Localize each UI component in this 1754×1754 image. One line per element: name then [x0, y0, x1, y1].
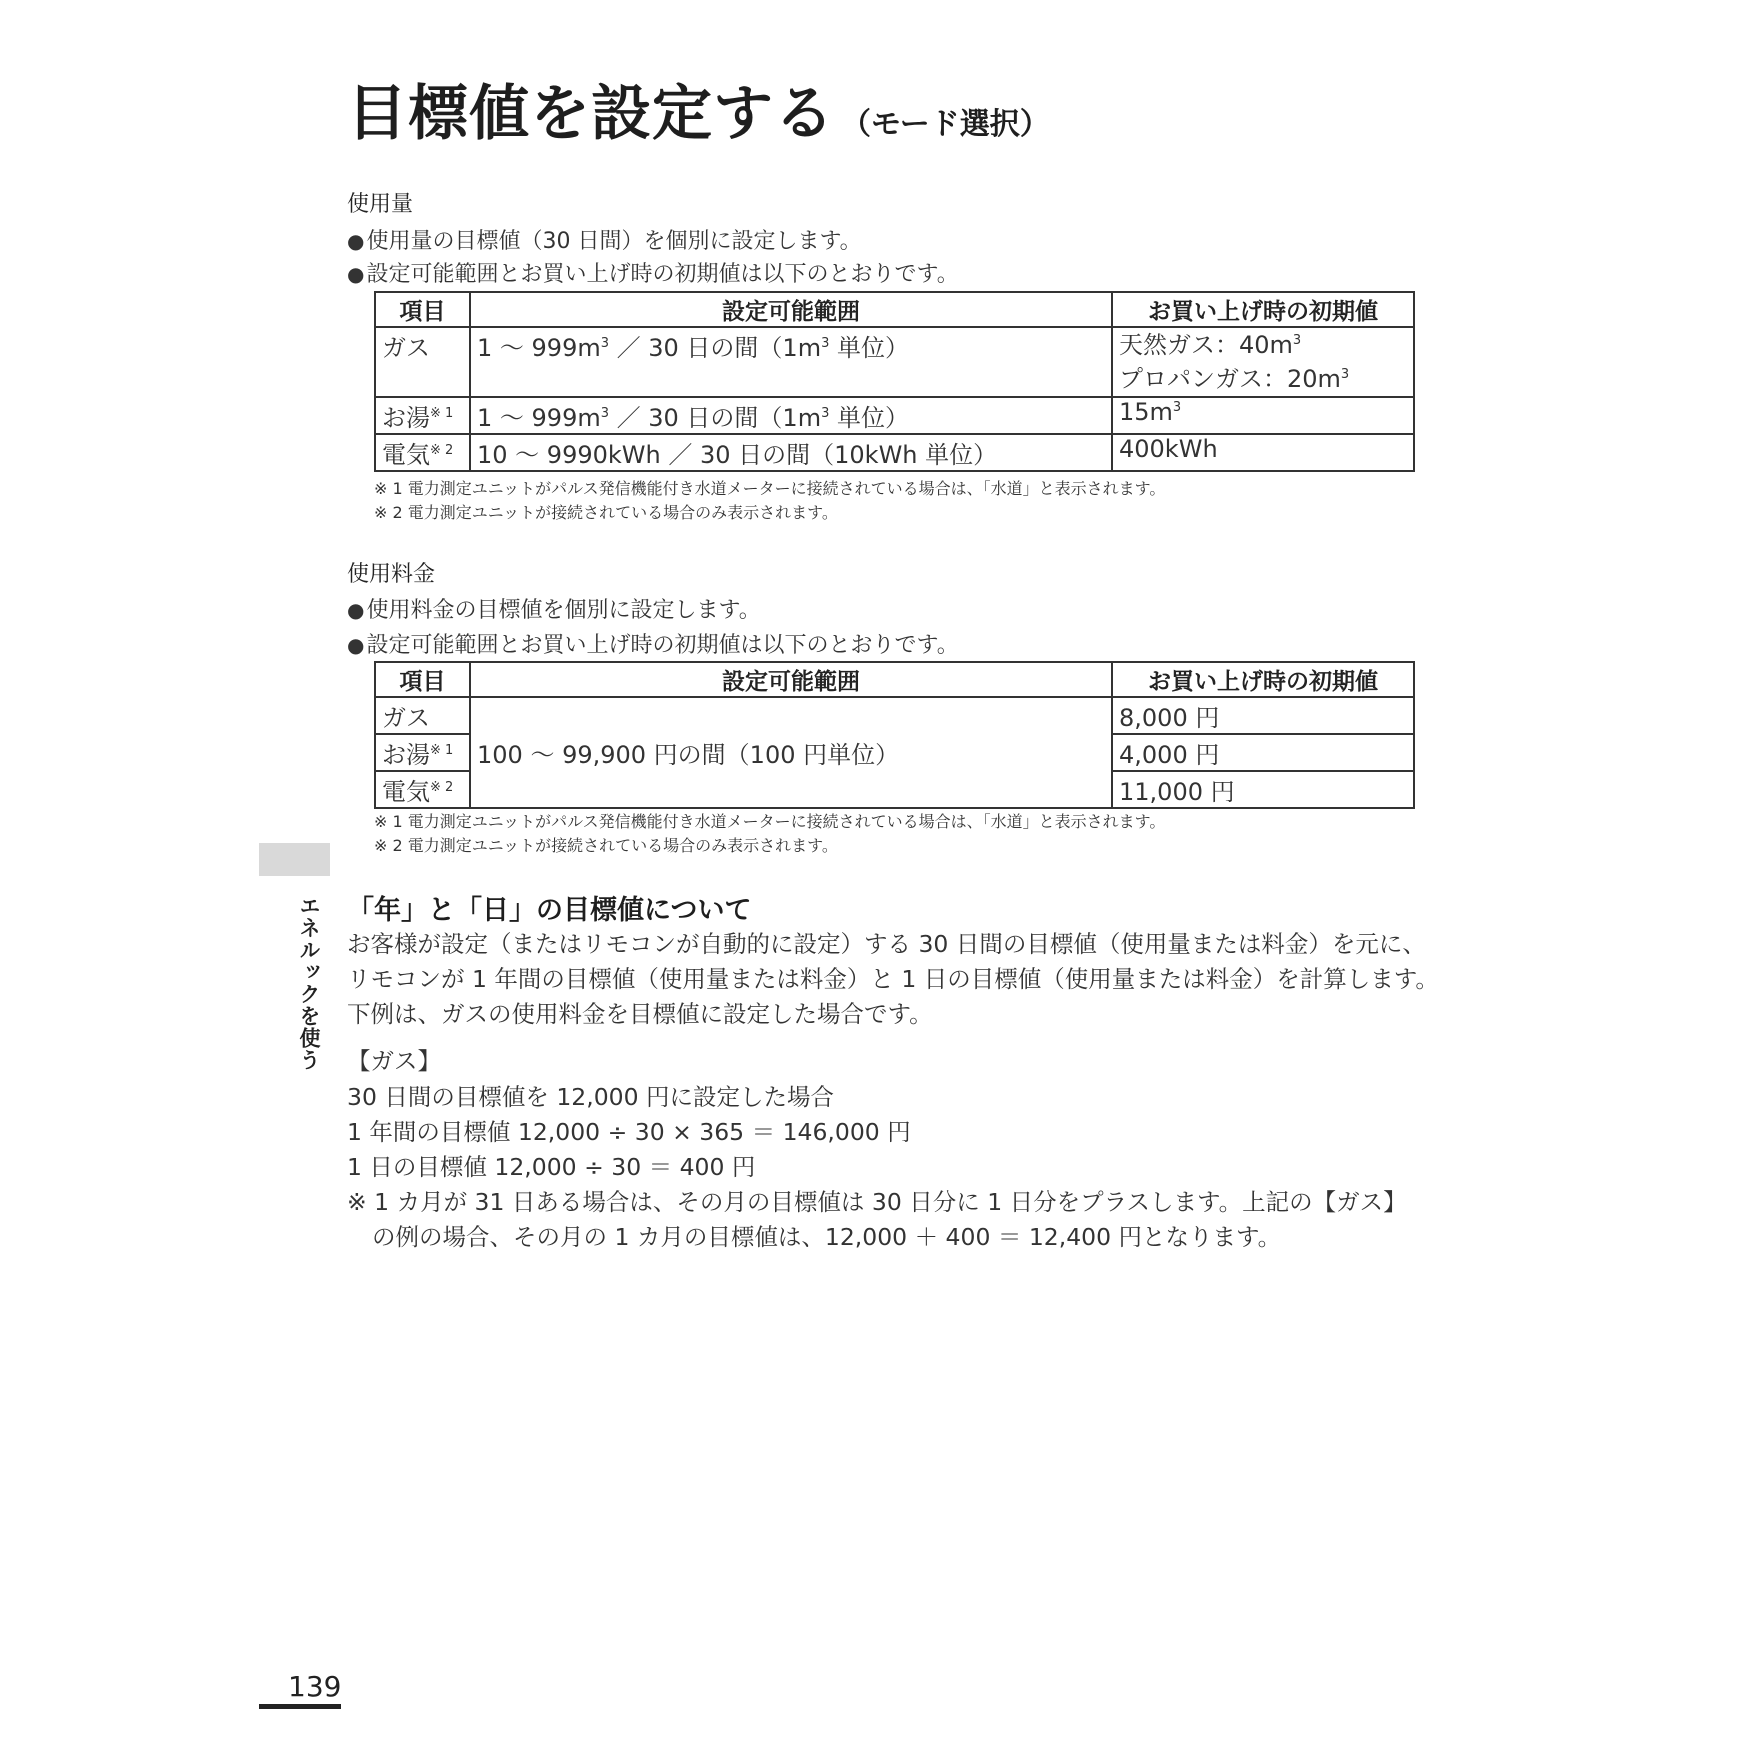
page-number: 139 [288, 1670, 342, 1703]
range-cell: 1 ～ $999m^3$ ／ 30 日の間（$1m^3$ 単位） [470, 327, 1112, 397]
table-row [375, 327, 1414, 397]
default-cell: $15m^3$ [1112, 397, 1414, 434]
usage-bullet-1: ●使用量の目標値（30 日間）を個別に設定します。 [347, 229, 862, 254]
side-tab-label: エネルックを使う [297, 895, 321, 1071]
year-day-heading: 「年」と「日」の目標値について [347, 895, 752, 926]
page-number-rule [259, 1704, 341, 1709]
table-header: 項目 [375, 292, 470, 327]
table-header: お買い上げ時の初期値 [1112, 662, 1414, 697]
range-cell: 100 ～ 99,900 円の間（100 円単位） [470, 697, 1112, 808]
fee-section-label: 使用料金 [347, 562, 436, 587]
table-header: 設定可能範囲 [470, 292, 1112, 327]
fee-note-2: ※ 2 電力測定ユニットが接続されている場合のみ表示されます。 [374, 836, 838, 855]
title-subtitle: （モード選択） [841, 107, 1050, 142]
table-header: 項目 [375, 662, 470, 697]
usage-note-1: ※ 1 電力測定ユニットがパルス発信機能付き水道メーターに接続されている場合は、「水道」と表示されます。 [374, 479, 1166, 498]
item-cell: ガス [375, 327, 470, 397]
table-header: 設定可能範囲 [470, 662, 1112, 697]
table-header: お買い上げ時の初期値 [1112, 292, 1414, 327]
item-cell: お湯$^{※ 1}$ [375, 397, 470, 434]
item-cell: 電気$^{※ 2}$ [375, 434, 470, 471]
table-row [375, 697, 1414, 734]
table-header-row [375, 292, 1414, 327]
example-line-2: 1 年間の目標値 12,000 ÷ 30 × 365 ＝ 146,000 円 [347, 1118, 911, 1146]
item-cell: ガス [375, 697, 470, 734]
default-cell: 11,000 円 [1112, 771, 1414, 808]
default-cell: 8,000 円 [1112, 697, 1414, 734]
year-day-line-1: お客様が設定（またはリモコンが自動的に設定）する 30 日間の目標値（使用量または料金）を元に、 [347, 930, 1426, 958]
year-day-line-3: 下例は、ガスの使用料金を目標値に設定した場合です。 [347, 1000, 933, 1028]
bullet-dot-icon: ● [347, 229, 365, 253]
fee-table [374, 661, 1415, 809]
page-title [347, 66, 1050, 152]
default-cell: 400kWh [1112, 434, 1414, 471]
table-header-row [375, 662, 1414, 697]
usage-bullet-2: ●設定可能範囲とお買い上げ時の初期値は以下のとおりです。 [347, 262, 959, 287]
example-line-3: 1 日の目標値 12,000 ÷ 30 ＝ 400 円 [347, 1153, 756, 1181]
year-day-line-2: リモコンが 1 年間の目標値（使用量または料金）と 1 日の目標値（使用量または料金）を計算します。 [347, 965, 1439, 993]
fee-bullet-1: ●使用料金の目標値を個別に設定します。 [347, 598, 761, 623]
range-cell: 10 ～ 9990kWh ／ 30 日の間（10kWh 単位） [470, 434, 1112, 471]
bullet-dot-icon: ● [347, 633, 365, 657]
bullet-dot-icon: ● [347, 262, 365, 286]
range-cell: 1 ～ $999m^3$ ／ 30 日の間（$1m^3$ 単位） [470, 397, 1112, 434]
usage-table [374, 291, 1415, 472]
bullet-dot-icon: ● [347, 598, 365, 622]
example-label: 【ガス】 [347, 1047, 441, 1075]
example-note-line-2: の例の場合、その月の 1 カ月の目標値は、12,000 ＋ 400 ＝ 12,400 円となります。 [372, 1223, 1282, 1251]
usage-note-2: ※ 2 電力測定ユニットが接続されている場合のみ表示されます。 [374, 503, 838, 522]
example-note-line-1: ※ 1 カ月が 31 日ある場合は、その月の目標値は 30 日分に 1 日分をプラスします。上記の【ガス】 [347, 1188, 1407, 1216]
table-row [375, 434, 1414, 471]
fee-note-1: ※ 1 電力測定ユニットがパルス発信機能付き水道メーターに接続されている場合は、「水道」と表示されます。 [374, 812, 1166, 831]
usage-section-label: 使用量 [347, 192, 414, 217]
fee-bullet-2: ●設定可能範囲とお買い上げ時の初期値は以下のとおりです。 [347, 633, 959, 658]
item-cell: お湯$^{※ 1}$ [375, 734, 470, 771]
default-cell: 4,000 円 [1112, 734, 1414, 771]
table-row [375, 397, 1414, 434]
title-main: 目標値を設定する [347, 79, 835, 149]
example-line-1: 30 日間の目標値を 12,000 円に設定した場合 [347, 1083, 835, 1111]
side-tab-marker [259, 843, 330, 876]
default-cell: 天然ガス：$40m^3$ プロパンガス：$20m^3$ [1112, 327, 1414, 397]
item-cell: 電気$^{※ 2}$ [375, 771, 470, 808]
